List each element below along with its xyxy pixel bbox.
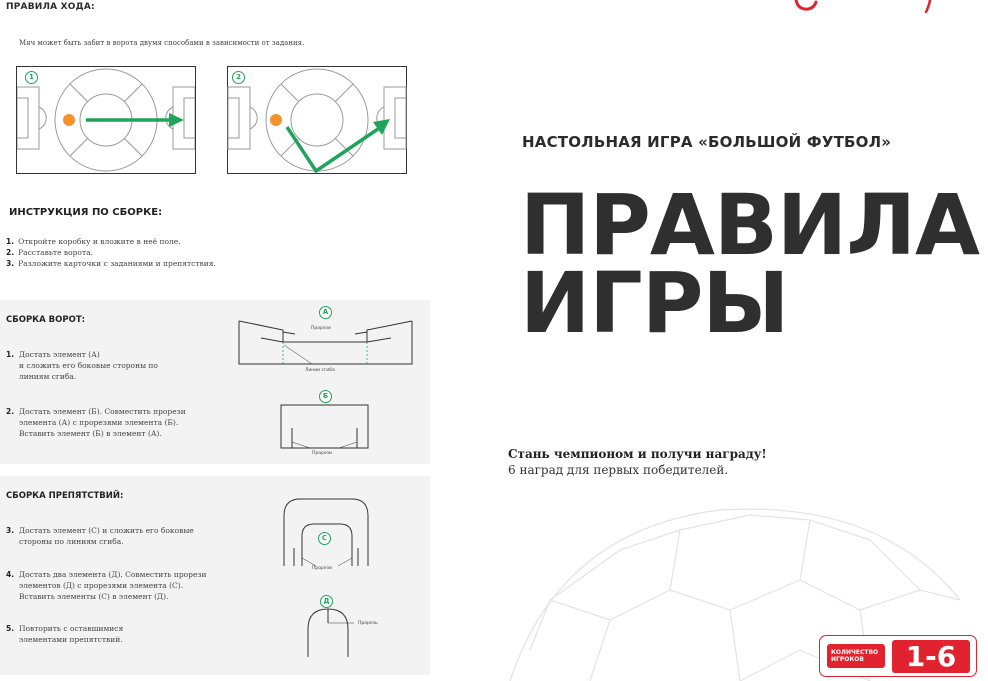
- obstacles-step: 4. Достать два элемента (Д). Совместить прорези элементов (Д) с прорезями элемента (С). Вставить элементы (С) в элемент (Д).: [6, 570, 207, 601]
- rules-title-line-1: ПРАВИЛА: [520, 176, 979, 274]
- field-diagram-1: [16, 66, 196, 174]
- element-b-diagram: [280, 404, 372, 452]
- element-a-label: А: [319, 306, 332, 319]
- players-count-value: 1-6: [892, 640, 970, 673]
- brand-logo: [790, 0, 950, 16]
- slots-c-label: Прорези: [312, 566, 332, 571]
- assembly-step: 2. Расставьте ворота.: [6, 248, 93, 257]
- field-2-markings: [228, 67, 406, 173]
- rules-title-line-2: ИГРЫ: [520, 254, 789, 352]
- move-rules-text: Мяч может быть забит в ворота двумя способами в зависимости от задания.: [19, 39, 305, 47]
- slots-a-label: Прорези: [311, 326, 331, 331]
- players-count-badge: [819, 635, 977, 677]
- fold-lines-label: Линии сгиба: [305, 368, 335, 373]
- element-d-label: Д: [320, 595, 333, 608]
- obstacles-step: 3. Достать элемент (С) и сложить его боковые стороны по линиям сгиба.: [6, 526, 194, 546]
- assembly-step: 1. Откройте коробку и вложите в неё поле.: [6, 237, 181, 246]
- players-count-label: КОЛИЧЕСТВО ИГРОКОВ: [827, 644, 885, 668]
- move-rules-title: ПРАВИЛА ХОДА:: [6, 2, 95, 12]
- goals-assembly-panel: [0, 300, 430, 464]
- goals-step: 1. Достать элемент (А) и сложить его боковые стороны по линиям сгиба.: [6, 350, 158, 381]
- field-diagram-2: [227, 66, 407, 174]
- slot-d-label: Прорезь: [358, 621, 378, 626]
- element-d-diagram: [306, 607, 356, 659]
- tagline-bold: Стань чемпионом и получи награду!: [508, 447, 767, 461]
- slots-b-label: Прорези: [312, 451, 332, 456]
- diagram-1-number: 1: [25, 71, 38, 84]
- tagline: [508, 446, 767, 478]
- goals-step: 2. Достать элемент (Б). Совместить прорези элемента (А) с прорезями элемента (Б). Вставить элемент (Б) в элемент (А).: [6, 407, 186, 438]
- assembly-step: 3. Разложите карточки с заданиями и препятствия.: [6, 259, 216, 268]
- obstacles-assembly-panel: [0, 476, 430, 675]
- ball-icon: [63, 114, 75, 126]
- element-c-label: С: [318, 532, 331, 545]
- obstacles-step: 5. Повторить с оставшимися элементами препятствий.: [6, 624, 124, 644]
- assembly-title: ИНСТРУКЦИЯ ПО СБОРКЕ:: [9, 207, 163, 218]
- arrow-right-icon: [169, 113, 184, 127]
- goals-panel-title: СБОРКА ВОРОТ:: [6, 315, 86, 325]
- diagram-2-number: 2: [232, 71, 245, 84]
- ball-icon: [270, 114, 282, 126]
- obstacles-panel-title: СБОРКА ПРЕПЯТСТВИЙ:: [6, 491, 124, 501]
- field-1-markings: [17, 67, 195, 173]
- game-name: НАСТОЛЬНАЯ ИГРА «БОЛЬШОЙ ФУТБОЛ»: [522, 133, 892, 151]
- rules-title: [520, 176, 979, 352]
- element-b-label: Б: [319, 390, 332, 403]
- tagline-sub: 6 наград для первых победителей.: [508, 463, 729, 477]
- assembly-steps: [6, 236, 216, 269]
